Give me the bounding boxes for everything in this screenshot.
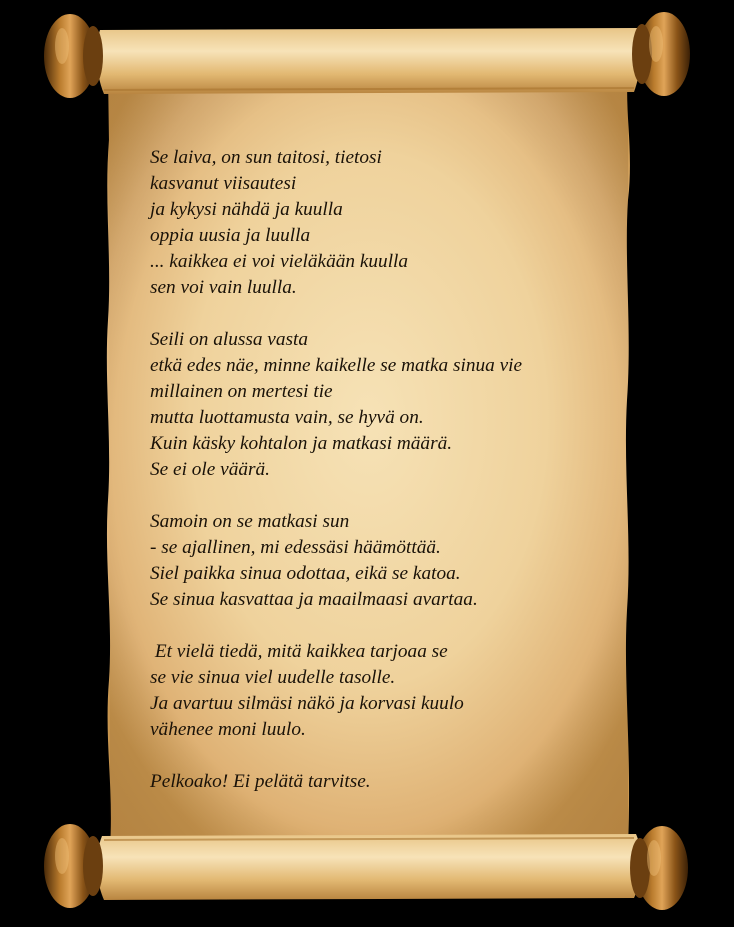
poem-line: Se laiva, on sun taitosi, tietosi [150, 147, 382, 168]
poem-line: Se sinua kasvattaa ja maailmaasi avartaa. [150, 589, 478, 610]
stanza-3 [150, 509, 620, 613]
poem-line: mutta luottamusta vain, se hyvä on. [150, 407, 424, 428]
stanza-5 [150, 769, 620, 795]
poem-line: Se ei ole väärä. [150, 459, 270, 480]
poem-line: oppia uusia ja luulla [150, 225, 311, 246]
poem-line: Siel paikka sinua odottaa, eikä se katoa. [150, 563, 461, 584]
poem-line: Pelkoako! Ei pelätä tarvitse. [150, 771, 371, 792]
handle-bottom-right [630, 826, 688, 910]
poem-line: sen voi vain luulla. [150, 277, 297, 298]
top-roll [97, 28, 642, 94]
poem-line: Ja avartuu silmäsi näkö ja korvasi kuulo [150, 693, 464, 714]
poem-line: se vie sinua viel uudelle tasolle. [150, 667, 396, 688]
poem-line: ... kaikkea ei voi vieläkään kuulla [150, 251, 409, 272]
poem-line: Et vielä tiedä, mitä kaikkea tarjoaa se [150, 641, 448, 662]
poem-line: vähenee moni luulo. [150, 719, 306, 740]
poem-line: Seili on alussa vasta [150, 329, 308, 350]
poem-line: ja kykysi nähdä ja kuulla [150, 199, 343, 220]
handle-top-left [44, 14, 103, 98]
poem-text [150, 145, 620, 821]
stanza-1 [150, 145, 620, 301]
poem-line: kasvanut viisautesi [150, 173, 297, 194]
bottom-roll [97, 834, 641, 900]
poem-line: millainen on mertesi tie [150, 381, 333, 402]
poem-line: Samoin on se matkasi sun [150, 511, 350, 532]
poem-line: Kuin käsky kohtalon ja matkasi määrä. [150, 433, 453, 454]
handle-top-right [632, 12, 690, 96]
poem-line: etkä edes näe, minne kaikelle se matka sinua vie [150, 355, 523, 376]
handle-bottom-left [44, 824, 103, 908]
stanza-4 [150, 639, 620, 743]
stanza-2 [150, 327, 620, 483]
poem-line: - se ajallinen, mi edessäsi häämöttää. [150, 537, 441, 558]
